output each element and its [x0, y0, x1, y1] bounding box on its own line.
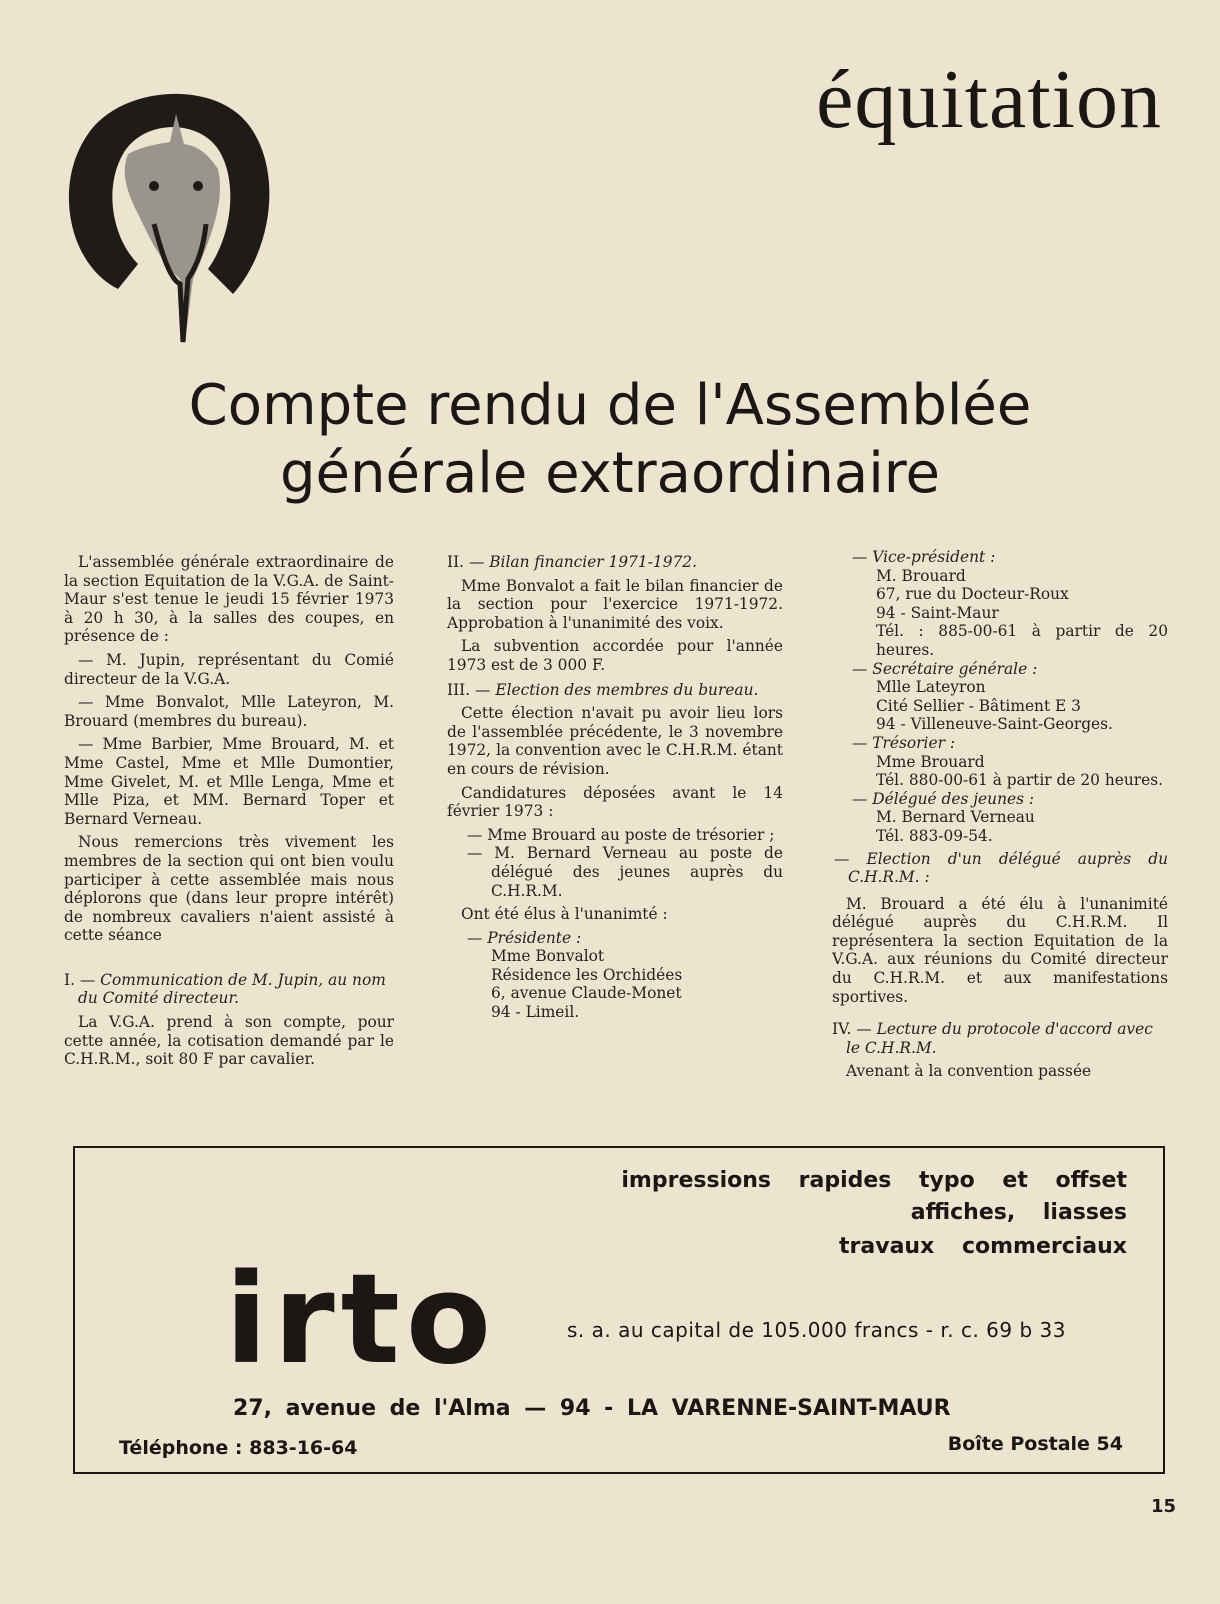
article-title-line2: générale extraordinaire [279, 441, 941, 506]
officer-role: — Délégué des jeunes : [852, 789, 1035, 808]
heading-number: III. — [447, 680, 491, 699]
article-column-1 [64, 553, 394, 1074]
paragraph: Ont été élus à l'unanimté : [461, 905, 668, 924]
heading-text: Communication de M. Jupin, au nom du Comité directeur. [78, 970, 386, 1008]
heading-number: I. — [64, 970, 96, 989]
officer-block [832, 734, 1168, 790]
officer-role: — Trésorier : [852, 733, 956, 752]
heading-text: Bilan financier 1971-1972. [489, 553, 697, 571]
ad-tagline-2: affiches, liasses [910, 1200, 1127, 1225]
officer-line: Tél. 883-09-54. [876, 826, 993, 845]
officer-block [832, 548, 1168, 660]
paragraph: Mme Bonvalot a fait le bilan financier de la section pour l'exercice 1971-1972. Approbation à l'unanimité des voix. [447, 576, 783, 632]
section-heading [447, 681, 783, 700]
officer-line: M. Bernard Verneau [876, 808, 1035, 827]
paragraph: M. Brouard a été élu à l'unanimité délégué auprès du C.H.R.M. Il représentera la section Equitation de la V.G.A. aux réunions du Comité directeur du C.H.R.M. et aux manifestations sportives. [832, 894, 1168, 1006]
heading-text: — Election d'un délégué auprès du C.H.R.M. : [834, 849, 1168, 887]
article-column-2 [447, 553, 783, 1022]
candidature-list [447, 826, 783, 900]
officer-block [832, 660, 1168, 734]
horseshoe-horse-head-icon [58, 74, 278, 354]
paragraph: Candidatures déposées avant le 14 février 1973 : [447, 783, 783, 821]
officer-line: Mme Brouard [876, 752, 985, 771]
officer-line: 94 - Limeil. [491, 1003, 580, 1022]
section-heading [832, 850, 1168, 887]
intro-paragraph: L'assemblée générale extraordinaire de la section Equitation de la V.G.A. de Saint-Maur s'est tenue le jeudi 15 février 1973 à 20 h 30, à la salles des coupes, en présence de : [64, 553, 394, 646]
paragraph: Cette élection n'avait pu avoir lieu lors de l'assemblée précédente, le 3 novembre 1972, la convention avec le C.H.R.M. étant en cours de révision. [447, 704, 783, 778]
article-title [100, 372, 1120, 508]
heading-text: Election des membres du bureau. [495, 680, 759, 699]
officer-role: — Vice-président : [852, 548, 996, 566]
officer-line: Mlle Lateyron [876, 678, 986, 697]
officer-line: 94 - Villeneuve-Saint-Georges. [876, 715, 1113, 734]
page-number: 15 [1150, 1496, 1176, 1517]
officer-line: 67, rue du Docteur-Roux [876, 585, 1069, 604]
article-title-line1: Compte rendu de l'Assemblée [188, 373, 1032, 438]
ad-address: 27, avenue de l'Alma — 94 - LA VARENNE-SAINT-MAUR [233, 1396, 951, 1421]
ad-po-box: Boîte Postale 54 [947, 1433, 1123, 1455]
candidature-item: — M. Bernard Verneau au poste de délégué des jeunes auprès du C.H.R.M. [467, 844, 783, 900]
printer-advertisement [73, 1146, 1165, 1474]
officer-line: M. Brouard [876, 566, 966, 585]
officer-block [447, 929, 783, 1022]
paragraph: — Mme Bonvalot, Mlle Lateyron, M. Brouard (membres du bureau). [64, 693, 394, 730]
heading-text: Lecture du protocole d'accord avec le C.H.R.M. [846, 1020, 1153, 1057]
paragraph: La V.G.A. prend à son compte, pour cette année, la cotisation demandé par le C.H.R.M., soit 80 F par cavalier. [64, 1013, 394, 1069]
ad-tagline-3: travaux commerciaux [839, 1234, 1127, 1259]
officer-line: Cité Sellier - Bâtiment E 3 [876, 696, 1081, 715]
officer-line: Mme Bonvalot [491, 947, 605, 966]
officer-line: 94 - Saint-Maur [876, 603, 999, 622]
section-heading [832, 1020, 1168, 1057]
paragraph: — Mme Barbier, Mme Brouard, M. et Mme Castel, Mme et Mlle Dumontier, Mme Givelet, M. et Mlle Lenga, Mme et Mlle Piza, et MM. Bernard Toper et Bernard Verneau. [64, 735, 394, 828]
section-title: équitation [816, 53, 1162, 146]
ad-tagline-1: impressions rapides typo et offset [621, 1168, 1127, 1193]
officer-role: — Secrétaire générale : [852, 659, 1038, 678]
paragraph: Nous remercions très vivement les membres de la section qui ont bien voulu participer à cette assemblée mais nous déplorons que (dans leur propre intérêt) de nombreux cavaliers n'aient assisté à cette séance [64, 833, 394, 945]
paragraph: — M. Jupin, représentant du Comié directeur de la V.G.A. [64, 650, 394, 688]
officer-role: — Présidente : [467, 928, 582, 947]
ad-brand-logo: irto [225, 1248, 498, 1392]
heading-number: IV. — [832, 1020, 872, 1039]
heading-number: II. — [447, 553, 485, 571]
officer-line: Tél. 880-00-61 à partir de 20 heures. [876, 771, 1164, 790]
ad-company-capital: s. a. au capital de 105.000 francs - r. c. 69 b 33 [567, 1318, 1066, 1342]
paragraph: La subvention accordée pour l'année 1973 est de 3 000 F. [447, 637, 783, 674]
ad-phone: Téléphone : 883-16-64 [119, 1437, 358, 1459]
officer-line: Résidence les Orchidées [491, 965, 683, 984]
section-heading [64, 971, 394, 1008]
candidature-item: — Mme Brouard au poste de trésorier ; [467, 825, 775, 844]
paragraph: Avenant à la convention passée [846, 1062, 1092, 1081]
officer-block [832, 790, 1168, 846]
section-heading [447, 553, 783, 572]
officer-line: 6, avenue Claude-Monet [491, 984, 682, 1003]
officer-line: Tél. : 885-00-61 à partir de 20 heures. [876, 622, 1168, 659]
article-column-3 [832, 548, 1168, 1086]
